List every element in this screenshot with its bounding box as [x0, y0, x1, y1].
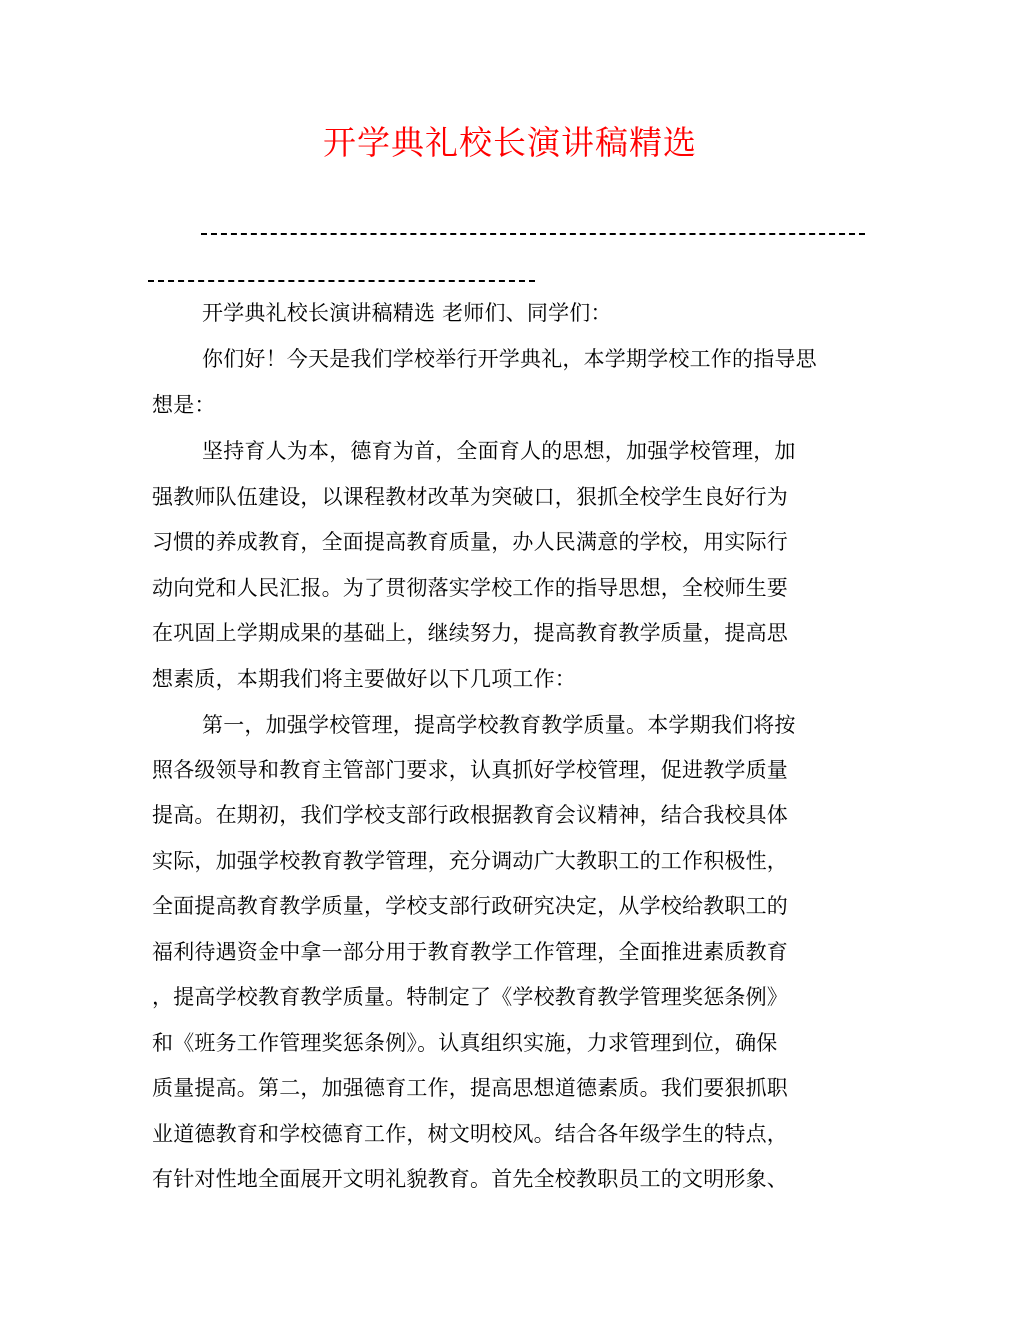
text-line: 实际，加强学校教育教学管理，充分调动广大教职工的工作积极性，	[152, 849, 788, 873]
text-line: 你们好！今天是我们学校举行开学典礼，本学期学校工作的指导思	[202, 347, 817, 371]
rule-line	[148, 280, 535, 282]
text-line: 开学典礼校长演讲稿精选 老师们、同学们：	[202, 301, 612, 325]
text-line: 动向党和人民汇报。为了贯彻落实学校工作的指导思想，全校师生要	[152, 576, 788, 600]
text-line: 有针对性地全面展开文明礼貌教育。首先全校教职员工的文明形象、	[152, 1167, 788, 1191]
text-line: 想素质，本期我们将主要做好以下几项工作：	[152, 667, 576, 691]
text-line: 想是：	[152, 393, 216, 417]
text-line: 质量提高。第二，加强德育工作，提高思想道德素质。我们要狠抓职	[152, 1076, 788, 1100]
text-line: 和《班务工作管理奖惩条例》。认真组织实施，力求管理到位，确保	[152, 1031, 778, 1055]
text-line: 坚持育人为本，德育为首，全面育人的思想，加强学校管理，加	[202, 439, 796, 463]
text-line: 提高。在期初，我们学校支部行政根据教育会议精神，结合我校具体	[152, 803, 788, 827]
text-line: 业道德教育和学校德育工作，树文明校风。结合各年级学生的特点，	[152, 1122, 788, 1146]
text-line: 福利待遇资金中拿一部分用于教育教学工作管理，全面推进素质教育	[152, 940, 788, 964]
text-line: ，提高学校教育教学质量。特制定了《学校教育教学管理奖惩条例》	[152, 985, 788, 1009]
text-line: 在巩固上学期成果的基础上，继续努力，提高教育教学质量，提高思	[152, 621, 788, 645]
document-title: 开学典礼校长演讲稿精选	[323, 123, 697, 162]
text-line: 全面提高教育教学质量，学校支部行政研究决定，从学校给教职工的	[152, 894, 788, 918]
rule-line	[201, 233, 865, 235]
text-line: 照各级领导和教育主管部门要求，认真抓好学校管理，促进教学质量	[152, 758, 788, 782]
text-line: 第一，加强学校管理，提高学校教育教学质量。本学期我们将按	[202, 713, 796, 737]
text-line: 习惯的养成教育，全面提高教育质量，办人民满意的学校，用实际行	[152, 530, 788, 554]
text-line: 强教师队伍建设，以课程教材改革为突破口，狠抓全校学生良好行为	[152, 485, 788, 509]
